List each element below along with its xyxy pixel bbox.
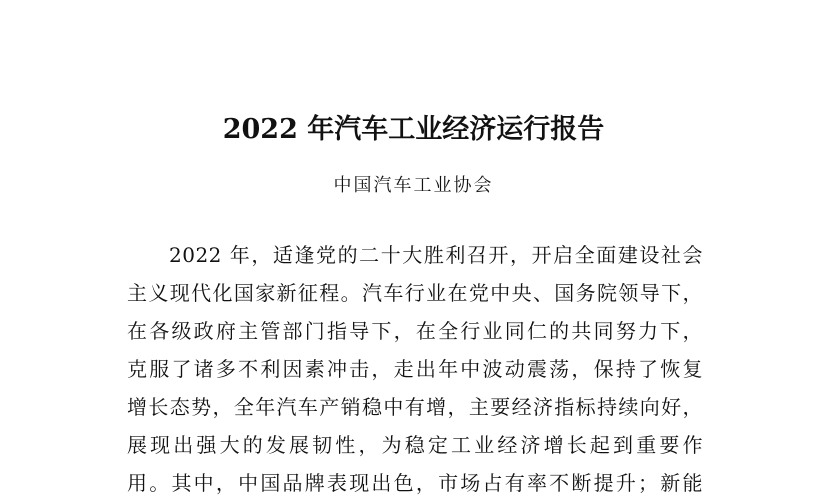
paragraph-line: 增长态势，全年汽车产销稳中有增，主要经济指标持续向好，	[127, 395, 703, 419]
paragraph-line: 用。其中，中国品牌表现出色，市场占有率不断提升；新能	[127, 471, 703, 495]
paragraph-line: 克服了诸多不利因素冲击，走出年中波动震荡，保持了恢复	[127, 357, 703, 381]
paragraph-line: 在各级政府主管部门指导下，在全行业同仁的共同努力下，	[127, 319, 703, 343]
document-author: 中国汽车工业协会	[333, 175, 494, 196]
paragraph-line: 2022 年，适逢党的二十大胜利召开，开启全面建设社会	[169, 243, 703, 267]
document-title: 2022 年汽车工业经济运行报告	[222, 114, 605, 145]
paragraph-line: 展现出强大的发展韧性，为稳定工业经济增长起到重要作	[127, 433, 703, 457]
document-body-paragraph	[127, 239, 703, 504]
paragraph-line: 主义现代化国家新征程。汽车行业在党中央、国务院领导下，	[127, 281, 703, 305]
